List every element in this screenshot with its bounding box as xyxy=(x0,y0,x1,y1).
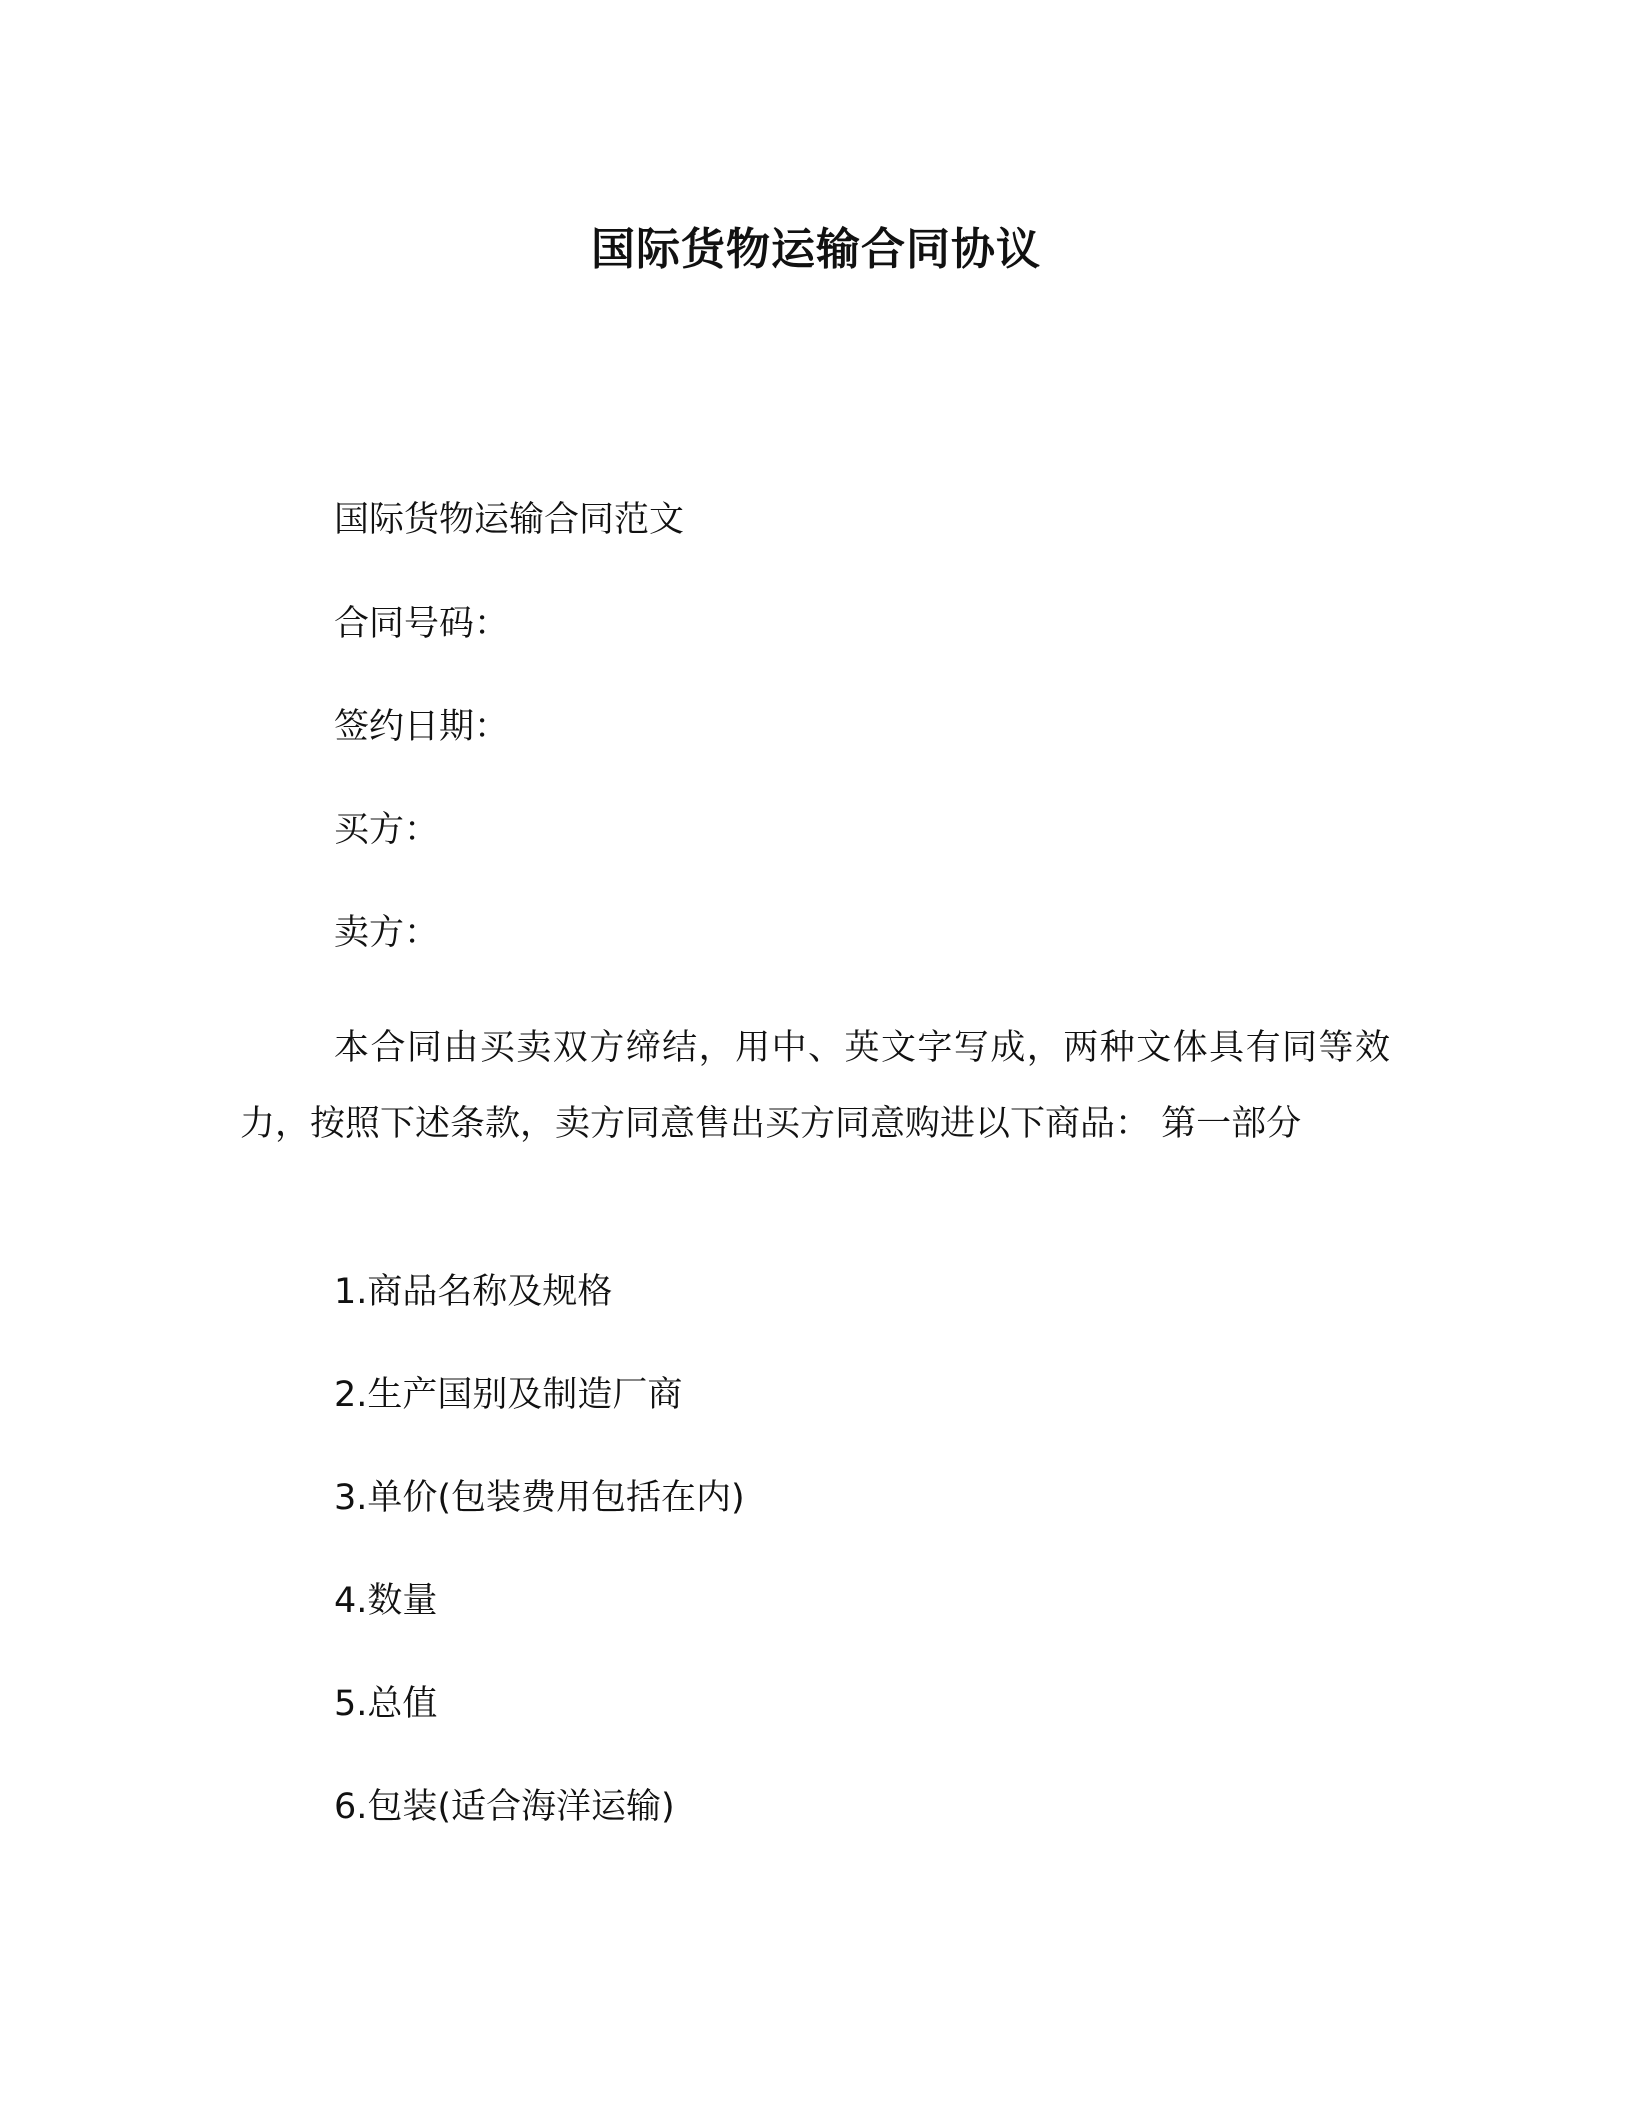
document-title: 国际货物运输合同协议 xyxy=(591,224,1041,275)
intro-paragraph: 本合同由买卖双方缔结，用中、英文字写成，两种文体具有同等效力，按照下述条款，卖方同意售出买方同意购进以下商品： 第一部分 xyxy=(240,1028,1390,1144)
contract-number-label: 合同号码： xyxy=(334,604,510,644)
list-item: 2.生产国别及制造厂商 xyxy=(334,1375,683,1415)
list-item: 4.数量 xyxy=(334,1581,438,1621)
list-item: 5.总值 xyxy=(334,1684,438,1724)
buyer-label: 买方： xyxy=(334,810,440,850)
signing-date-label: 签约日期： xyxy=(334,707,510,747)
list-item: 1.商品名称及规格 xyxy=(334,1272,613,1312)
document-subtitle: 国际货物运输合同范文 xyxy=(334,500,685,540)
seller-label: 卖方： xyxy=(334,913,440,953)
list-item: 6.包装(适合海洋运输) xyxy=(334,1787,675,1827)
list-item: 3.单价(包装费用包括在内) xyxy=(334,1478,745,1518)
